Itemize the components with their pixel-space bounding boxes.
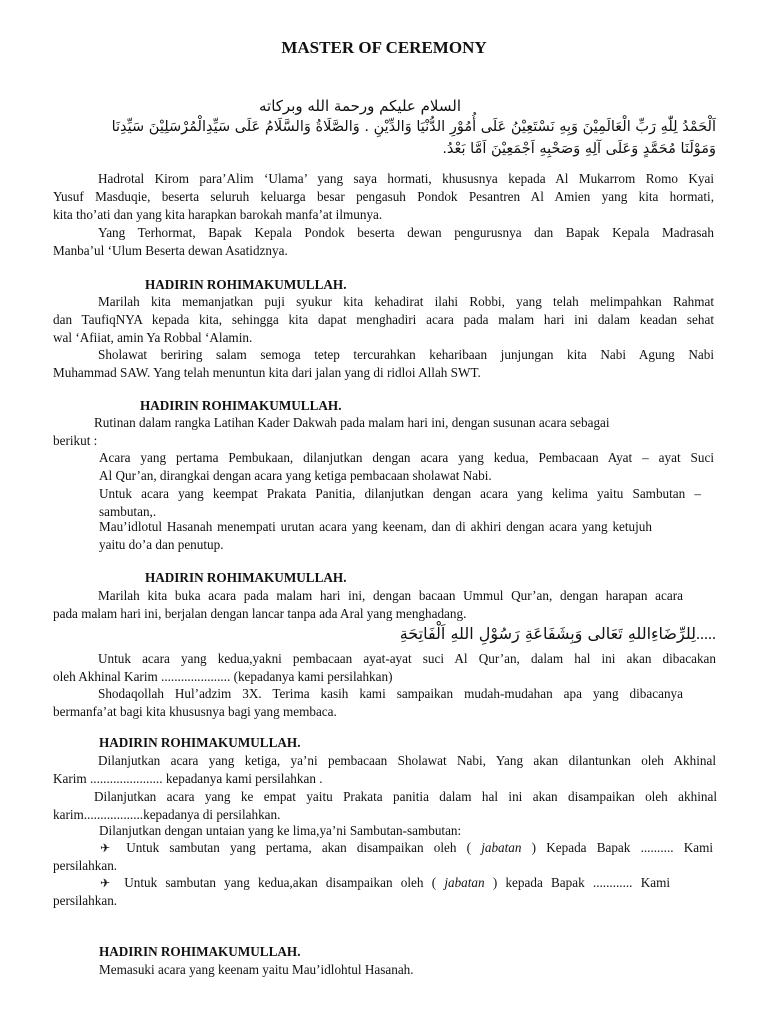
text-line: Memasuki acara yang keenam yaitu Mau’idlohtul Hasanah. [99,962,414,977]
text-line: Al Qur’an, dirangkai dengan acara yang ketiga pembacaan sholawat Nabi. [99,468,492,483]
section2-intro [53,414,717,450]
text-line: kita tho’ati dan yang kita harapkan barokah manfa’at ilmunya. [53,207,383,222]
text-line: Untuk acara yang keempat Prakata Panitia, dilanjutkan dengan acara yang kelima yaitu Sambutan – [99,486,701,501]
section-heading: HADIRIN ROHIMAKUMULLAH. [140,398,342,413]
page-title: MASTER OF CEREMONY [281,38,487,57]
text-part: Untuk sambutan yang kedua,akan disampaikan oleh ( [124,875,437,890]
jabatan-placeholder: jabatan [444,875,485,890]
text-line: Dilanjutkan acara yang ketiga, ya’ni pembacaan Sholawat Nabi, Yang akan dilantunkan oleh Akhinal [98,753,716,768]
dots: ..... [696,626,716,643]
text-part: ) kepada Bapak ............ Kami [492,875,670,890]
section-heading: HADIRIN ROHIMAKUMULLAH. [99,735,301,750]
arrow-icon: ✈ [100,876,111,890]
text-part: ) Kepada Bapak .......... Kami [531,840,714,855]
arabic-opening-line-2: وَمَوْلَنَا مُحَمَّدٍ وَعَلَى آلِهِ وَصَحْبِهِ اَجْمَعِيْنَ اَمَّا بَعْدُ. [442,141,716,157]
section1-paragraph-2 [53,346,714,382]
section4-paragraph-3 [99,822,714,840]
text-line: Manba’ul ‘Ulum Beserta dewan Asatidznya. [53,243,288,258]
agenda-item-3 [99,518,652,554]
arabic-salam: السلام عليكم ورحمة الله وبركاته [259,97,461,115]
agenda-item-2 [99,485,701,521]
text-line: berikut : [53,433,98,448]
heading-text: HADIRIN ROHIMAKUMULLAH [145,570,344,585]
section-heading: HADIRIN ROHIMAKUMULLAH. [99,944,301,959]
section-heading: HADIRIN ROHIMAKUMULLAH. [145,570,347,585]
section3-paragraph-3 [53,685,683,721]
text-line: Marilah kita memanjatkan puji syukur kita kehadirat ilahi Robbi, yang telah melimpahkan Rahmat [98,294,714,309]
intro-paragraph-2 [53,224,714,260]
arabic-text: لِلرِّضَاءِاللهِ تَعَالى وَبِشَفَاعَةِ رَسُوْلِ اللهِ اَلْفَاتِحَةِ [399,624,696,643]
text-line: Rutinan dalam rangka Latihan Kader Dakwah pada malam hari ini, dengan susunan acara sebagai [94,415,610,430]
text-line: wal ‘Afiiat, amin Ya Robbal ‘Alamin. [53,330,253,345]
arabic-opening-line-1: اَلْحَمْدُ لِلّٰهِ رَبِّ الْعَالَمِيْنَ وَبِهِ نَسْتَعِيْنُ عَلَى أُمُوْرِ الدُّنْيَا وَالدِّيْنِ . وَالصَّلَاةُ وَالسَّلَامُ عَلَى سَيِّدِالْمُرْسَلِيْنَ سَيِّدِنَا [111,119,716,135]
text-part: Untuk sambutan yang pertama, akan disampaikan oleh ( [126,840,471,855]
text-line: Yusuf Masduqie, beserta seluruh keluarga besar pengasuh Pondok Pesantren Al Amien yang kita hormati, [53,189,714,204]
text-line: karim..................kepadanya di persilahkan. [53,807,281,822]
intro-paragraph-1 [53,170,714,224]
text-line: Dilanjutkan acara yang ke empat yaitu Prakata panitia dalam hal ini akan disampaikan oleh akhinal [94,789,717,804]
text-line: Marilah kita buka acara pada malam hari ini, dengan bacaan Ummul Qur’an, dengan harapan acara [98,588,683,603]
text-line: Acara yang pertama Pembukaan, dilanjutkan dengan acara yang kedua, Pembacaan Ayat – ayat Suci [99,450,714,465]
text-line: pada malam hari ini, berjalan dengan lancar tanpa ada Aral yang menghadang. [53,606,467,621]
text-line: Shodaqollah Hul’adzim 3X. Terima kasih kami sampaikan mudah-mudahan apa yang dibacanya [98,686,683,701]
section5-paragraph-1 [99,961,714,979]
text-line: bermanfa’at bagi kita khususnya bagi yang membaca. [53,704,337,719]
text-line: Sholawat beriring salam semoga tetep tercurahkan keharibaan junjungan kita Nabi Agung Nabi [98,347,714,362]
section1-paragraph-1 [53,293,714,347]
section3-paragraph-2 [53,650,716,686]
heading-text: HADIRIN ROHIMAKUMULLAH [99,944,298,959]
text-line: persilahkan. [53,893,118,908]
bullet-item-2 [53,874,670,910]
arabic-fatihah-line [400,624,716,644]
arrow-icon: ✈ [100,841,111,855]
heading-text: HADIRIN ROHIMAKUMULLAH [145,277,344,292]
text-line: dan TaufiqNYA kepada kita, sehingga kita dapat menghadiri acara pada malam hari ini dalam keadan sehat [53,312,714,327]
text-line: persilahkan. [53,858,118,873]
text-line: yaitu do’a dan penutup. [99,537,224,552]
section-heading: HADIRIN ROHIMAKUMULLAH. [145,277,347,292]
heading-text: HADIRIN ROHIMAKUMULLAH [99,735,298,750]
section4-paragraph-2 [53,788,717,824]
text-line: sambutan,. [99,504,157,519]
text-line: Muhammad SAW. Yang telah menuntun kita dari jalan yang di ridloi Allah SWT. [53,365,481,380]
jabatan-placeholder: jabatan [481,840,522,855]
section3-paragraph-1 [53,587,683,623]
text-line: Karim ...................... kepadanya kami persilahkan . [53,771,323,786]
text-line: Untuk acara yang kedua,yakni pembacaan ayat-ayat suci Al Qur’an, dalam hal ini akan dibacakan [98,651,716,666]
agenda-item-1 [99,449,714,485]
text-line: Dilanjutkan dengan untaian yang ke lima,ya’ni Sambutan-sambutan: [99,823,462,838]
text-line: Mau’idlotul Hasanah menempati urutan acara yang keenam, dan di akhiri dengan acara yang ketujuh [99,519,652,534]
heading-text: HADIRIN ROHIMAKUMULLAH [140,398,339,413]
text-line: oleh Akhinal Karim ..................... (kepadanya kami persilahkan) [53,669,393,684]
bullet-item-1 [53,839,713,875]
text-line: Yang Terhormat, Bapak Kepala Pondok beserta dewan pengurusnya dan Bapak Kepala Madrasah [98,225,714,240]
section4-paragraph-1 [53,752,716,788]
text-line: Hadrotal Kirom para’Alim ‘Ulama’ yang saya hormati, khususnya kepada Al Mukarrom Romo Kyai [98,171,714,186]
